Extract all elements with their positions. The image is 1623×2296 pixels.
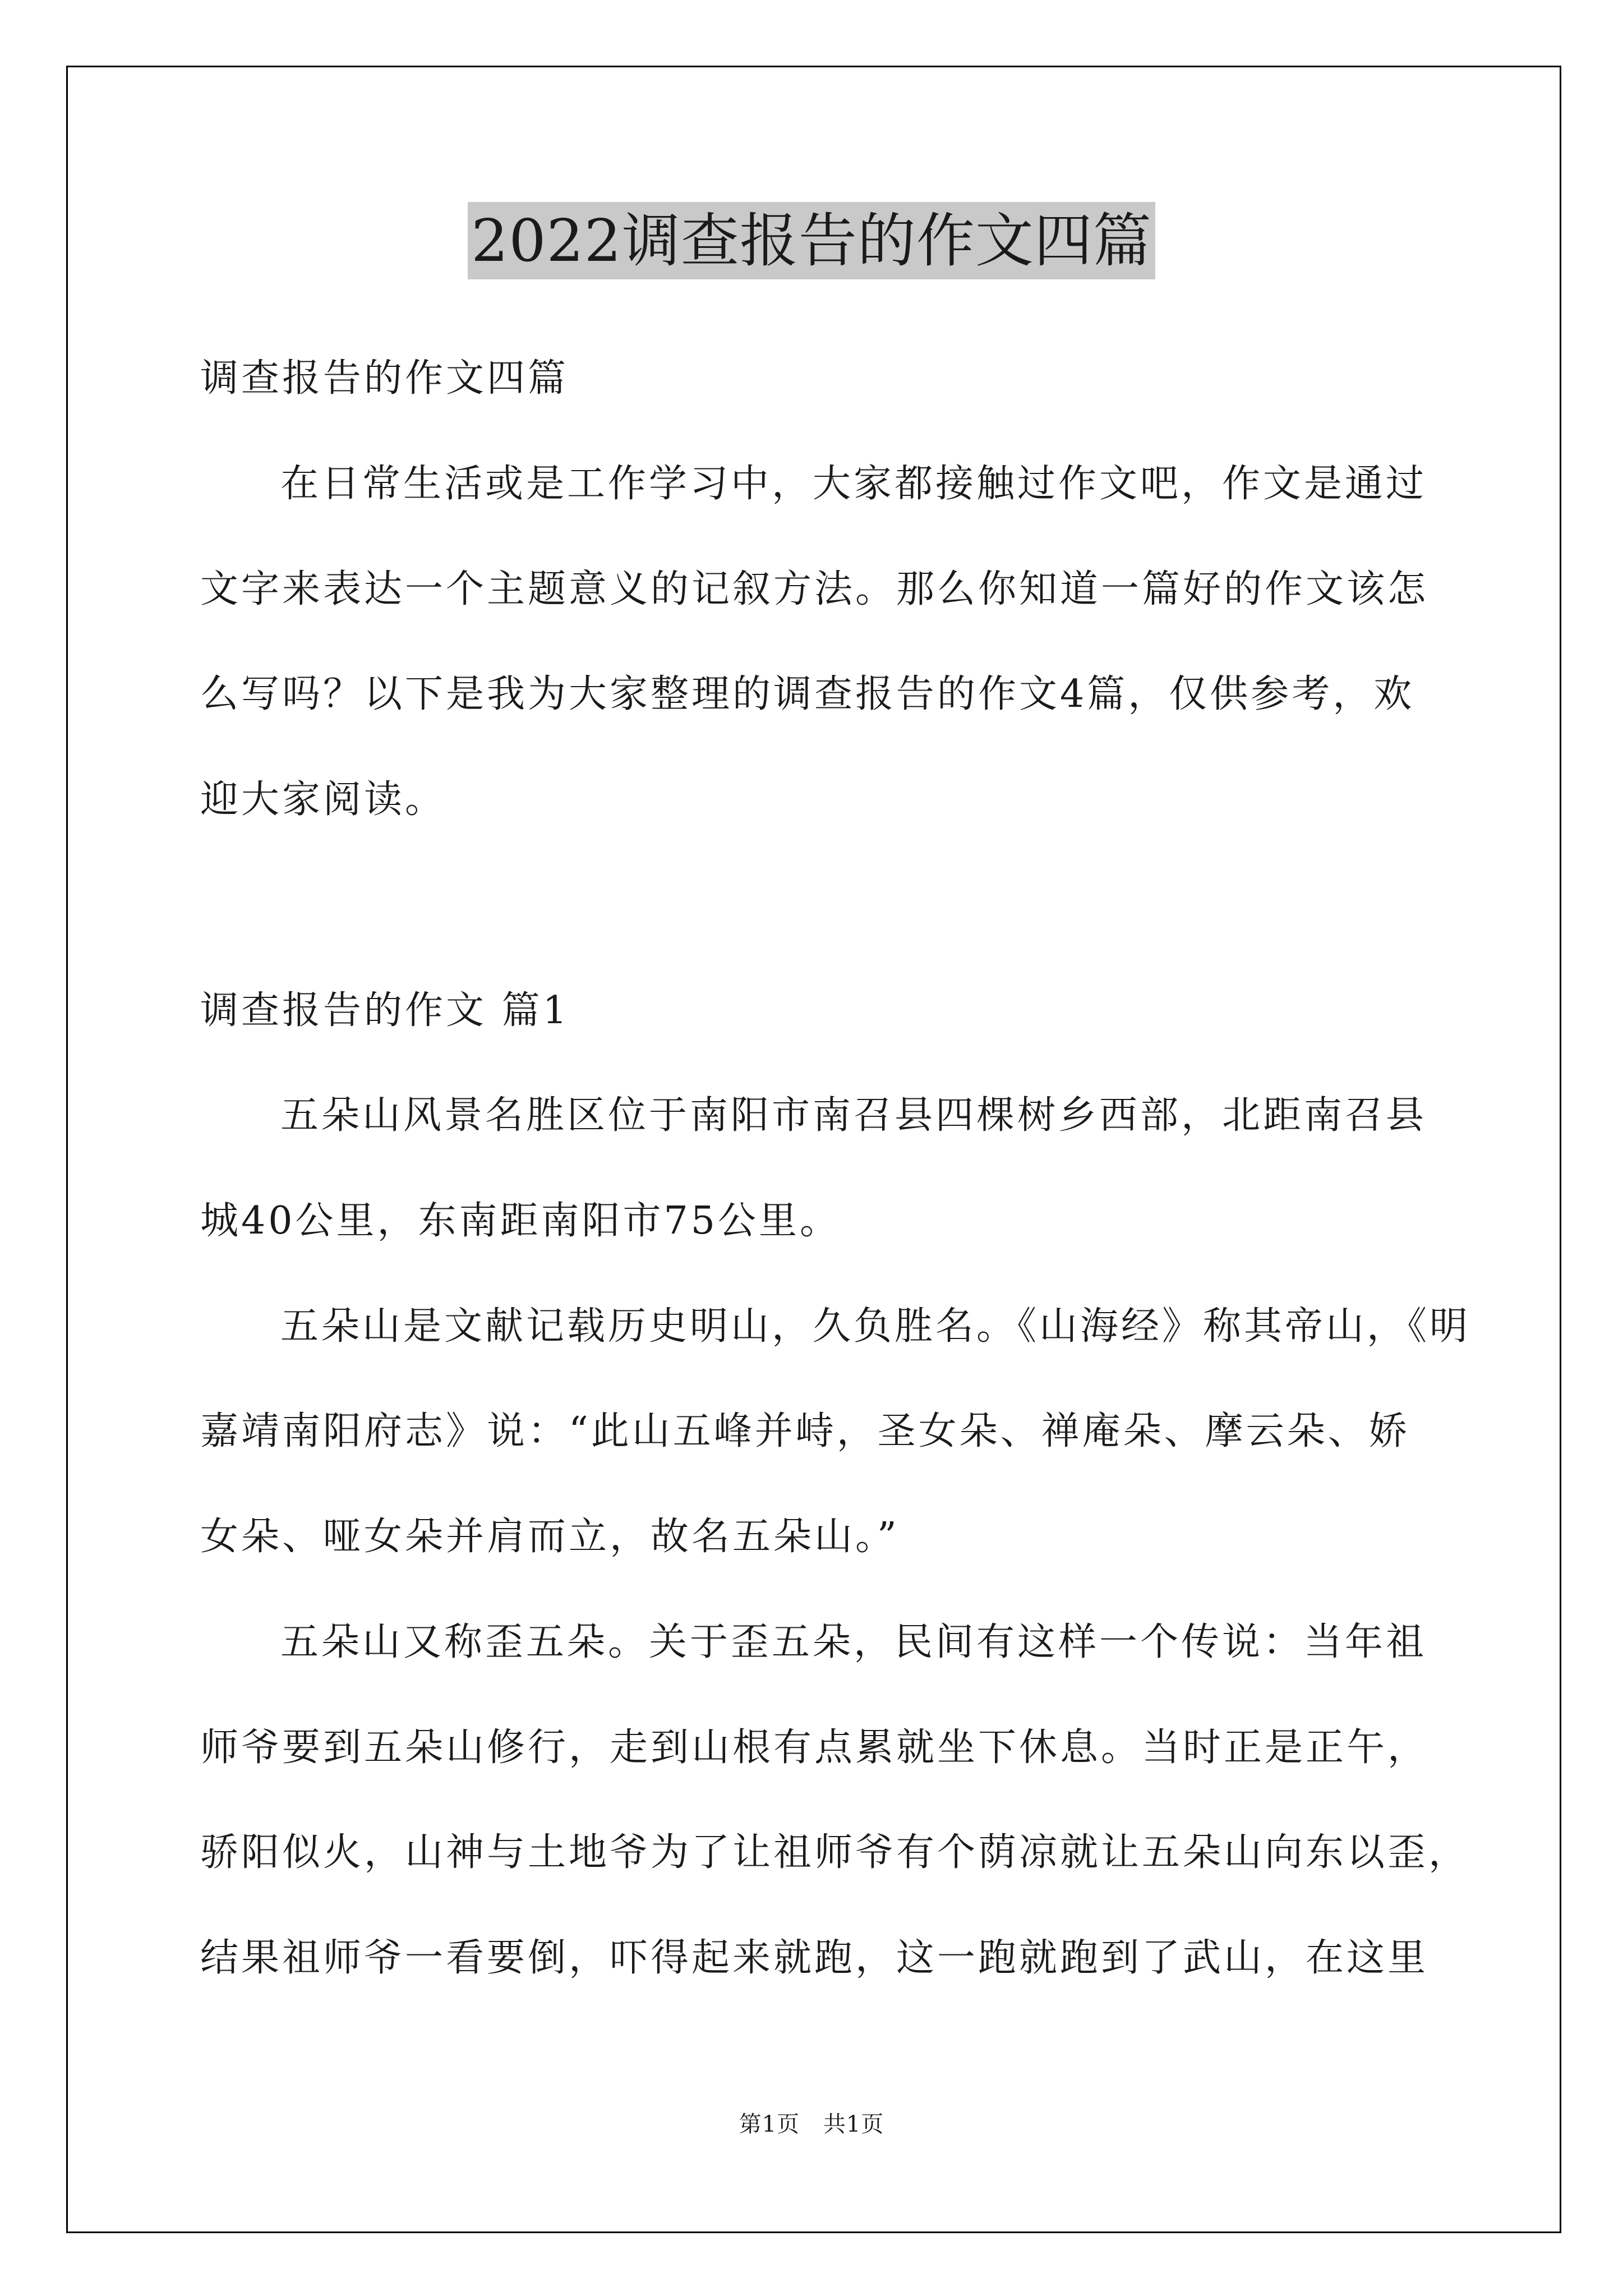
intro-line: 文字来表达一个主题意义的记叙方法。那么你知道一篇好的作文该怎	[200, 567, 1429, 611]
intro-line: 在日常生活或是工作学习中，大家都接触过作文吧，作文是通过	[280, 462, 1427, 506]
document-title: 2022调查报告的作文四篇	[468, 202, 1155, 279]
paragraph-line: 城40公里，东南距南阳市75公里。	[200, 1199, 841, 1243]
intro-line: 迎大家阅读。	[200, 777, 446, 822]
page-footer	[0, 2110, 1623, 2138]
intro-line: 么写吗？以下是我为大家整理的调查报告的作文4篇，仅供参考，欢	[200, 672, 1415, 716]
page-number: 第1页	[739, 2111, 800, 2137]
title-container	[0, 202, 1623, 279]
section-heading: 调查报告的作文 篇1	[200, 988, 570, 1033]
paragraph-line: 五朵山又称歪五朵。关于歪五朵，民间有这样一个传说：当年祖	[280, 1620, 1427, 1664]
paragraph-line: 五朵山是文献记载历史明山，久负胜名。《山海经》称其帝山，《明	[280, 1304, 1471, 1349]
paragraph-line: 五朵山风景名胜区位于南阳市南召县四棵树乡西部，北距南召县	[280, 1093, 1427, 1138]
paragraph-line: 结果祖师爷一看要倒，吓得起来就跑，这一跑就跑到了武山，在这里	[200, 1936, 1429, 1980]
paragraph-line: 女朵、哑女朵并肩而立，故名五朵山。”	[200, 1515, 900, 1559]
document-subtitle: 调查报告的作文四篇	[200, 356, 569, 401]
paragraph-line: 师爷要到五朵山修行，走到山根有点累就坐下休息。当时正是正午，	[200, 1726, 1429, 1770]
paragraph-line: 嘉靖南阳府志》说：“此山五峰并峙，圣女朵、禅庵朵、摩云朵、娇	[200, 1409, 1410, 1453]
paragraph-line: 骄阳似火，山神与土地爷为了让祖师爷有个荫凉就让五朵山向东以歪，	[200, 1830, 1470, 1875]
page-total: 共1页	[823, 2111, 884, 2137]
